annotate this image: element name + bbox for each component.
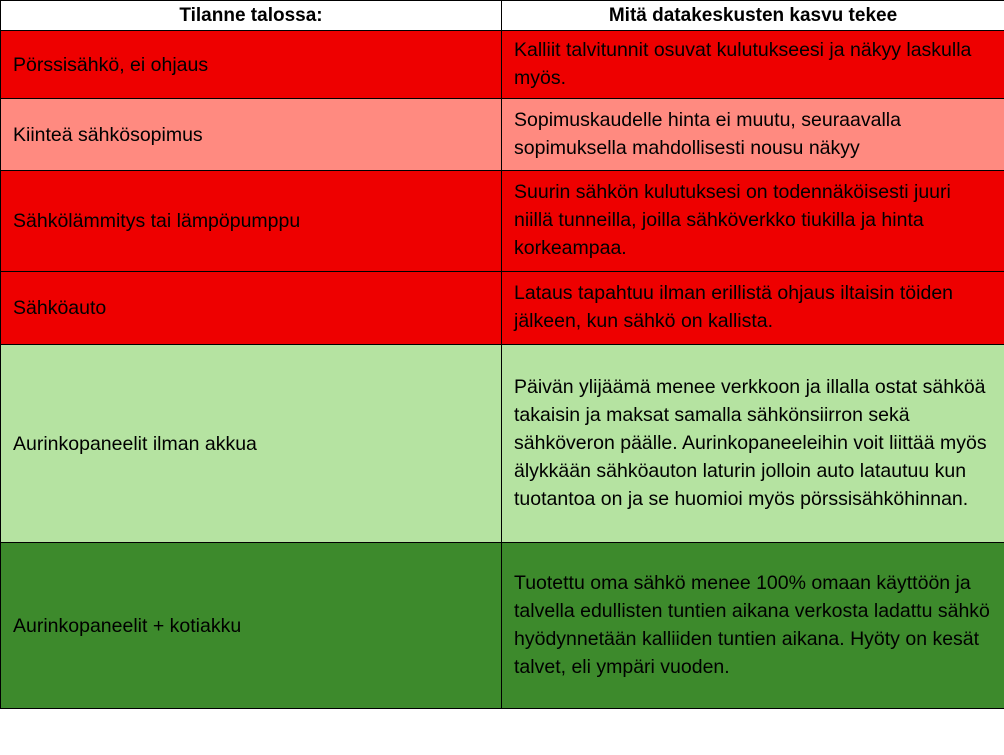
column-header-situation: Tilanne talossa: bbox=[1, 1, 502, 31]
situation-cell: Aurinkopaneelit + kotiakku bbox=[1, 543, 502, 709]
table-header-row bbox=[1, 1, 1004, 31]
table-row bbox=[1, 272, 1004, 345]
effect-cell: Sopimuskaudelle hinta ei muutu, seuraavalla sopimuksella mahdollisesti nousu näkyy bbox=[502, 99, 1004, 171]
effect-cell: Tuotettu oma sähkö menee 100% omaan käyttöön ja talvella edullisten tuntien aikana verkosta ladattu sähkö hyödynnetään kalliiden tuntien aikana. Hyöty on kesät talvet, eli ympäri vuoden. bbox=[502, 543, 1004, 709]
table-row bbox=[1, 99, 1004, 171]
situation-cell: Sähköauto bbox=[1, 272, 502, 345]
table-row bbox=[1, 543, 1004, 709]
effect-cell: Suurin sähkön kulutuksesi on todennäköisesti juuri niillä tunneilla, joilla sähköverkko tiukilla ja hinta korkeampaa. bbox=[502, 171, 1004, 272]
situation-cell: Pörssisähkö, ei ohjaus bbox=[1, 31, 502, 99]
table-row bbox=[1, 345, 1004, 543]
situation-cell: Aurinkopaneelit ilman akkua bbox=[1, 345, 502, 543]
table-row bbox=[1, 31, 1004, 99]
effect-cell: Kalliit talvitunnit osuvat kulutukseesi ja näkyy laskulla myös. bbox=[502, 31, 1004, 99]
situation-cell: Sähkölämmitys tai lämpöpumppu bbox=[1, 171, 502, 272]
effect-cell: Lataus tapahtuu ilman erillistä ohjaus iltaisin töiden jälkeen, kun sähkö on kallista. bbox=[502, 272, 1004, 345]
column-header-effect: Mitä datakeskusten kasvu tekee bbox=[502, 1, 1004, 31]
table-row bbox=[1, 171, 1004, 272]
effect-cell: Päivän ylijäämä menee verkkoon ja illalla ostat sähköä takaisin ja maksat samalla sähkönsiirron sekä sähköveron päälle. Aurinkopaneeleihin voit liittää myös älykkään sähköauton laturin jolloin auto latautuu kun tuotantoa on ja se huomioi myös pörssisähköhinnan. bbox=[502, 345, 1004, 543]
situation-cell: Kiinteä sähkösopimus bbox=[1, 99, 502, 171]
